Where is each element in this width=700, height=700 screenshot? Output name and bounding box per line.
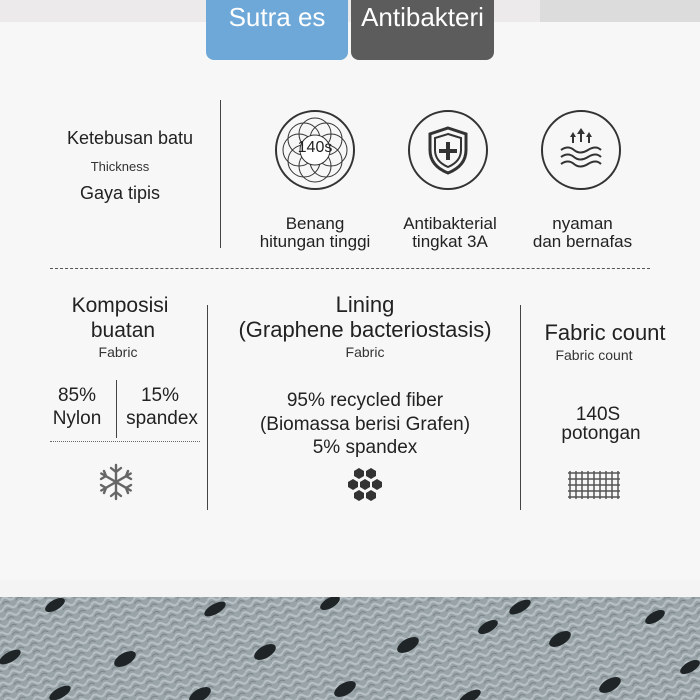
divider-vertical-left [207, 305, 208, 510]
composition-title-line1: Komposisi [71, 294, 169, 317]
fabric-mesh-photo [0, 597, 700, 700]
top-strip [0, 0, 700, 22]
yarn-count-icon [275, 110, 355, 190]
feature-yarn-line2: hitungan tinggi [259, 232, 371, 251]
feature-breathable-line2: dan bernafas [532, 232, 633, 251]
composition-sub: Fabric [98, 344, 138, 360]
lining-title-sub: (Graphene bacteriostasis) [238, 317, 492, 342]
divider-vertical [220, 100, 221, 248]
feature-breathable-line1: nyaman [552, 214, 613, 233]
lining-line2: (Biomassa berisi Grafen) [259, 414, 471, 435]
graphene-hexagon-icon [345, 466, 385, 504]
composition-title-line2: buatan [90, 319, 156, 342]
yarn-count-icon-label: 140s [297, 139, 333, 156]
composition-divider [116, 380, 117, 438]
snowflake-icon [96, 462, 136, 502]
fabric-count-unit: potongan [561, 423, 641, 444]
thickness-title: Ketebusan batu [66, 128, 194, 148]
tab-sutra-es[interactable]: Sutra es [206, 0, 348, 60]
breathable-icon [541, 110, 621, 190]
weave-grid-icon [566, 470, 622, 500]
lining-line1: 95% recycled fiber [286, 390, 444, 411]
tab-antibakteri[interactable]: Antibakteri [351, 0, 494, 60]
feature-antibacterial-line2: tingkat 3A [412, 232, 488, 251]
composition-spandex-percent: 15% [140, 385, 180, 406]
divider-vertical-right [520, 305, 521, 510]
dashed-separator [50, 268, 650, 269]
feature-yarn-line1: Benang [285, 214, 345, 233]
lining-title: Lining [335, 292, 395, 317]
lining-sub: Fabric [345, 344, 385, 360]
lining-line3: 5% spandex [312, 437, 418, 458]
fabric-count-sub: Fabric count [555, 347, 633, 363]
composition-nylon-label: Nylon [52, 408, 102, 429]
feature-antibacterial-line1: Antibakterial [403, 214, 497, 233]
fabric-count-value: 140S [575, 404, 621, 425]
fabric-count-title: Fabric count [544, 320, 666, 345]
thickness-label: Thickness [90, 159, 150, 174]
thickness-value: Gaya tipis [79, 183, 161, 203]
composition-nylon-percent: 85% [57, 385, 97, 406]
shield-icon [408, 110, 488, 190]
composition-spandex-label: spandex [126, 408, 198, 429]
composition-dotted-line [50, 441, 200, 442]
